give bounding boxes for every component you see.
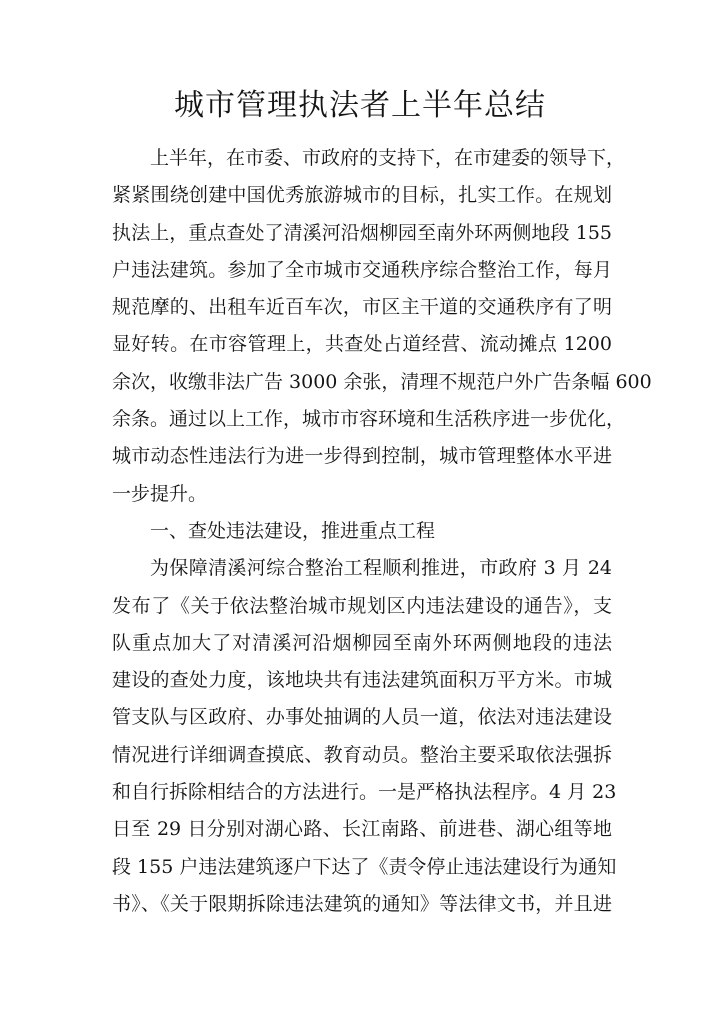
paragraph-line: 城市动态性违法行为进一步得到控制，城市管理整体水平进 xyxy=(112,445,612,468)
paragraph-line: 发布了《关于依法整治城市规划区内违法建设的通告》，支 xyxy=(112,594,612,617)
paragraph-line: 队重点加大了对清溪河沿烟柳园至南外环两侧地段的违法 xyxy=(112,631,612,654)
paragraph-line: 执法上，重点查处了清溪河沿烟柳园至南外环两侧地段 155 xyxy=(112,221,612,244)
paragraph-line: 日至 29 日分别对湖心路、长江南路、前进巷、湖心组等地 xyxy=(112,818,612,841)
paragraph-line: 规范摩的、出租车近百车次，市区主干道的交通秩序有了明 xyxy=(112,296,612,319)
paragraph-line: 书》、《关于限期拆除违法建筑的通知》等法律文书，并且进 xyxy=(112,892,612,915)
paragraph-line: 建设的查处力度，该地块共有违法建筑面积万平方米。市城 xyxy=(112,669,612,692)
paragraph-line: 户违法建筑。参加了全市城市交通秩序综合整治工作，每月 xyxy=(112,258,612,281)
paragraph-line: 显好转。在市容管理上，共查处占道经营、流动摊点 1200 xyxy=(112,333,612,356)
paragraph-line: 管支队与区政府、办事处抽调的人员一道，依法对违法建设 xyxy=(112,706,612,729)
paragraph-line: 为保障清溪河综合整治工程顺利推进，市政府 3 月 24 xyxy=(150,557,612,580)
section-heading: 一、查处违法建设，推进重点工程 xyxy=(150,519,436,542)
paragraph-line: 一步提升。 xyxy=(112,482,208,505)
paragraph-line: 段 155 户违法建筑逐户下达了《责令停止违法建设行为通知 xyxy=(112,855,617,878)
document-title: 城市管理执法者上半年总结 xyxy=(174,88,546,123)
paragraph-line: 和自行拆除相结合的方法进行。一是严格执法程序。4 月 23 xyxy=(112,781,617,804)
paragraph-line: 余次，收缴非法广告 3000 余张，清理不规范户外广告条幅 600 xyxy=(112,370,652,393)
paragraph-line: 紧紧围绕创建中国优秀旅游城市的目标，扎实工作。在规划 xyxy=(112,184,612,207)
paragraph-line: 余条。通过以上工作，城市市容环境和生活秩序进一步优化， xyxy=(112,408,626,431)
paragraph-line: 情况进行详细调查摸底、教育动员。整治主要采取依法强拆 xyxy=(112,743,612,766)
paragraph-line: 上半年，在市委、市政府的支持下，在市建委的领导下， xyxy=(150,147,626,169)
document-body xyxy=(112,140,652,923)
